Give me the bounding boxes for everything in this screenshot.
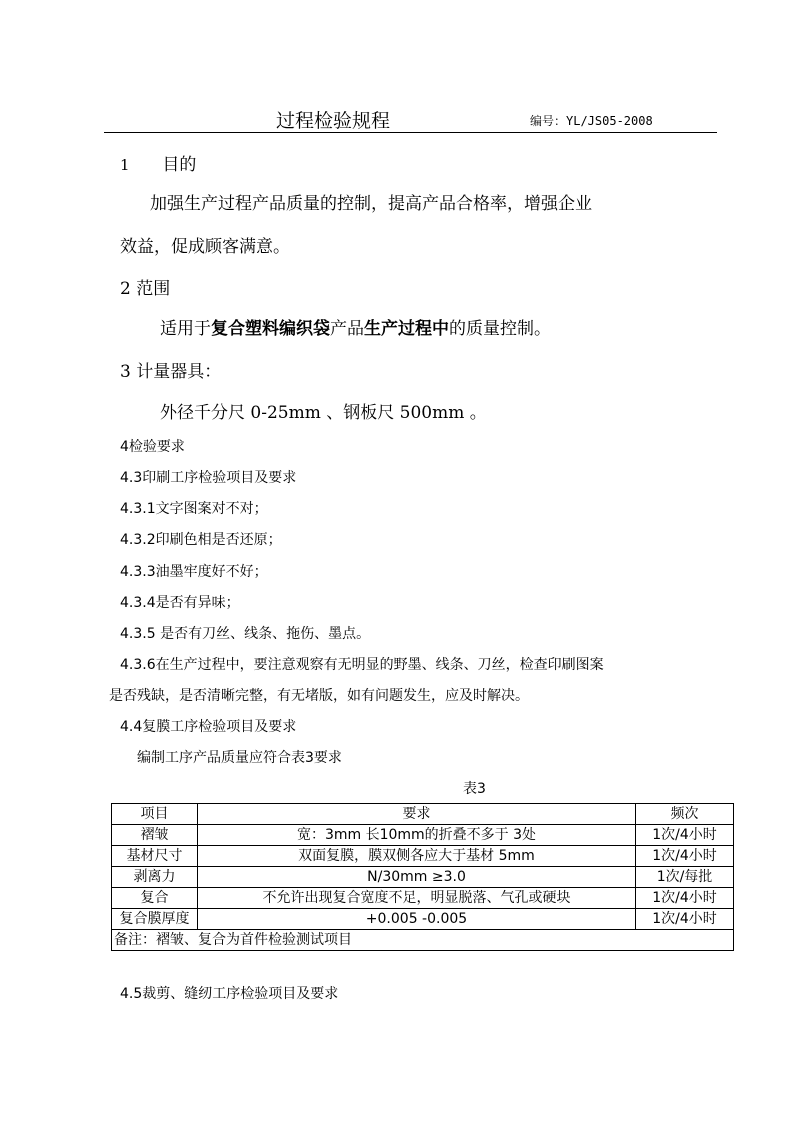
scope-text-e: 的质量控制。 [449, 319, 551, 339]
item-4-3-4: 4.3.4是否有异味； [120, 595, 240, 611]
cell-item: 基材尺寸 [112, 846, 198, 867]
table-row [112, 909, 734, 930]
cell-requirement: 不允许出现复合宽度不足，明显脱落、气孔或硬块 [198, 888, 636, 909]
cell-item: 剥离力 [112, 867, 198, 888]
purpose-heading-label: 目的 [162, 155, 197, 175]
cell-item: 复合膜厚度 [112, 909, 198, 930]
purpose-heading-number: 1 [120, 156, 130, 174]
laminating-heading: 4.4复膜工序检验项目及要求 [120, 719, 297, 735]
item-4-3-6-line-2: 是否残缺，是否清晰完整，有无堵版，如有问题发生，应及时解决。 [109, 688, 529, 704]
printing-heading: 4.3印刷工序检验项目及要求 [120, 470, 297, 486]
scope-text-product: 复合塑料编织袋 [211, 319, 330, 339]
scope-heading: 2 范围 [120, 279, 171, 299]
header-divider [104, 132, 717, 133]
item-4-3-5: 4.3.5 是否有刀丝、线条、拖伤、墨点。 [120, 626, 371, 642]
table-caption: 表3 [463, 781, 486, 797]
column-header-item: 项目 [112, 804, 198, 825]
table-row [112, 888, 734, 909]
cell-frequency: 1次/4小时 [636, 909, 734, 930]
purpose-text-line-1: 加强生产过程产品质量的控制，提高产品合格率，增强企业 [150, 194, 592, 214]
scope-text [160, 314, 551, 339]
tools-text: 外径千分尺 0-25mm 、钢板尺 500mm 。 [160, 403, 487, 423]
tools-heading: 3 计量器具： [120, 362, 222, 382]
spec-table [111, 803, 734, 951]
cell-frequency: 1次/每批 [636, 867, 734, 888]
item-4-3-1: 4.3.1文字图案对不对； [120, 501, 268, 517]
cell-frequency: 1次/4小时 [636, 846, 734, 867]
cutting-heading: 4.5裁剪、缝纫工序检验项目及要求 [120, 986, 339, 1002]
weaving-note: 编制工序产品质量应符合表3要求 [137, 750, 342, 766]
item-4-3-6-line-1: 4.3.6在生产过程中，要注意观察有无明显的野墨、线条、刀丝，检查印刷图案 [120, 657, 604, 673]
cell-item: 褶皱 [112, 825, 198, 846]
table-note-row [112, 930, 734, 951]
scope-text-c: 产品 [330, 319, 364, 339]
cell-requirement: N/30mm ≥3.0 [198, 867, 636, 888]
item-4-3-2: 4.3.2印刷色相是否还原； [120, 532, 282, 548]
cell-item: 复合 [112, 888, 198, 909]
scope-text-a: 适用于 [160, 319, 211, 339]
document-number: 编号：YL/JS05-2008 [530, 114, 653, 128]
scope-text-process: 生产过程中 [364, 319, 449, 339]
cell-frequency: 1次/4小时 [636, 888, 734, 909]
column-header-requirement: 要求 [198, 804, 636, 825]
table-note: 备注：褶皱、复合为首件检验测试项目 [112, 930, 734, 951]
cell-requirement: 宽：3mm 长10mm的折叠不多于 3处 [198, 825, 636, 846]
item-4-3-3: 4.3.3油墨牢度好不好； [120, 564, 268, 580]
page-title: 过程检验规程 [276, 110, 391, 132]
column-header-frequency: 频次 [636, 804, 734, 825]
inspection-heading: 4检验要求 [120, 439, 185, 455]
table-row [112, 825, 734, 846]
purpose-heading [120, 150, 196, 175]
cell-requirement: 双面复膜，膜双侧各应大于基材 5mm [198, 846, 636, 867]
table-row [112, 867, 734, 888]
table-header-row [112, 804, 734, 825]
table-row [112, 846, 734, 867]
cell-requirement: +0.005 -0.005 [198, 909, 636, 930]
purpose-text-line-2: 效益，促成顾客满意。 [120, 237, 290, 257]
cell-frequency: 1次/4小时 [636, 825, 734, 846]
